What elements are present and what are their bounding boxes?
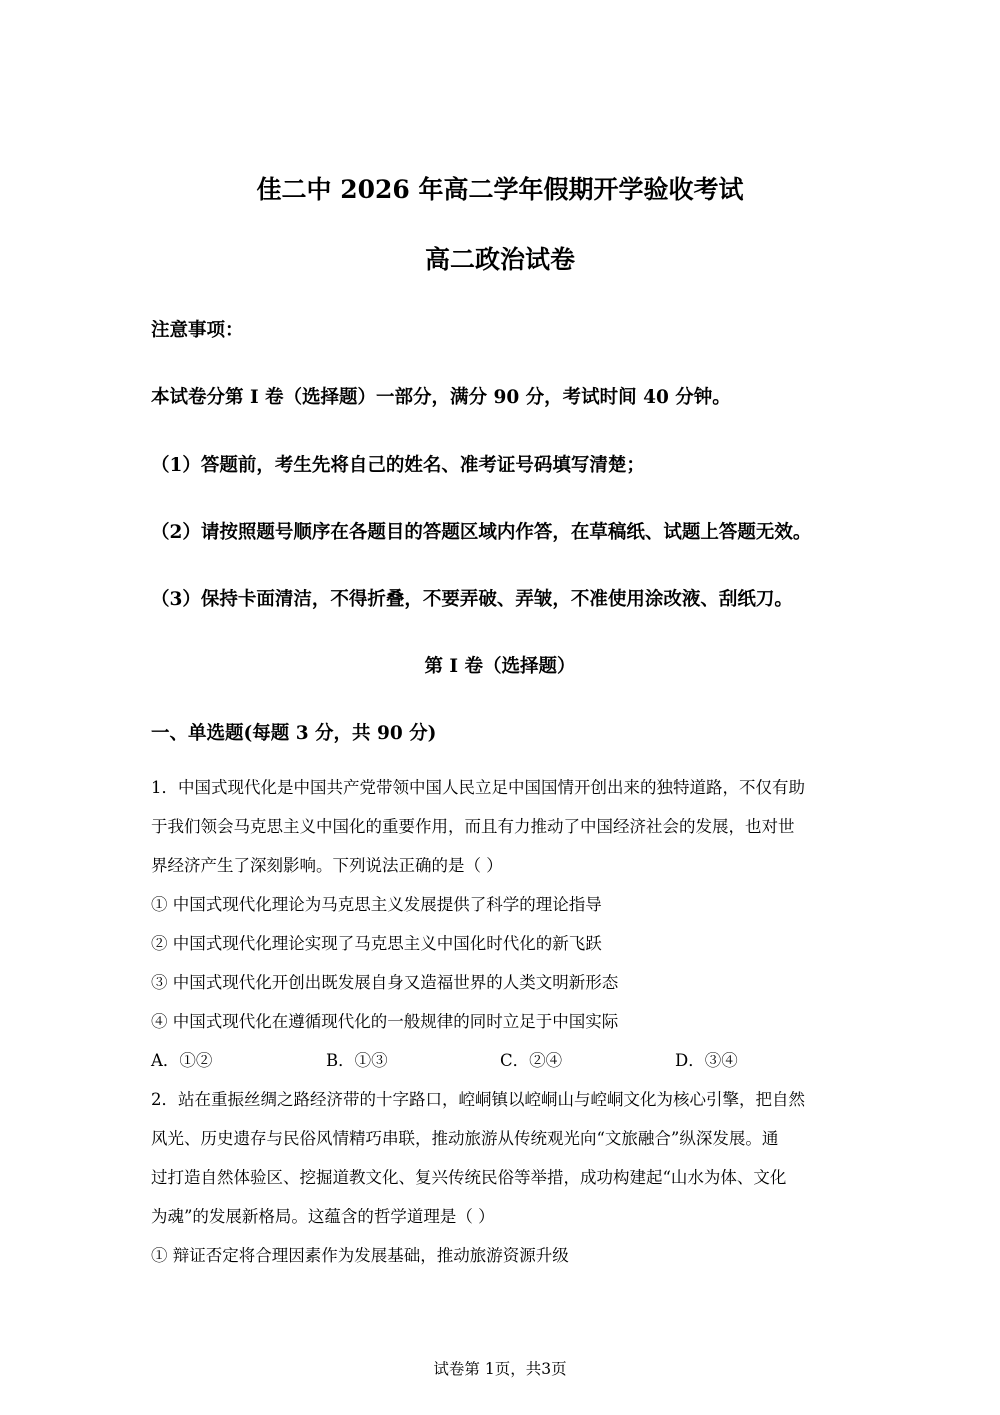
notice-item-2: （2）请按照题号顺序在各题目的答题区域内作答，在草稿纸、试题上答题无效。 (151, 522, 812, 543)
section-title: 第 I 卷（选择题） (424, 656, 576, 677)
question-statement: ① 辩证否定将合理因素作为发展基础，推动旅游资源升级 (151, 1246, 569, 1265)
option-b: B．①③ (326, 1051, 388, 1070)
option-a: A．①② (151, 1051, 213, 1070)
question-statement: ② 中国式现代化理论实现了马克思主义中国化时代化的新飞跃 (151, 934, 602, 953)
option-c: C．②④ (500, 1051, 563, 1070)
question-stem-line: 风光、历史遗存与民俗风情精巧串联，推动旅游从传统观光向“文旅融合”纵深发展。通 (151, 1129, 779, 1148)
question-stem-line: 于我们领会马克思主义中国化的重要作用，而且有力推动了中国经济社会的发展，也对世 (151, 817, 795, 836)
notice-intro: 本试卷分第 I 卷（选择题）一部分，满分 90 分，考试时间 40 分钟。 (151, 387, 731, 408)
question-stem-line: 1．中国式现代化是中国共产党带领中国人民立足中国国情开创出来的独特道路，不仅有助 (151, 778, 805, 797)
notice-item-1: （1）答题前，考生先将自己的姓名、准考证号码填写清楚； (151, 455, 645, 476)
page-footer: 试卷第 1页，共3页 (433, 1360, 567, 1378)
notice-heading: 注意事项： (151, 320, 244, 341)
question-stem-line: 过打造自然体验区、挖掘道教文化、复兴传统民俗等举措，成功构建起“山水为体、文化 (151, 1168, 787, 1187)
question-statement: ④ 中国式现代化在遵循现代化的一般规律的同时立足于中国实际 (151, 1012, 619, 1031)
option-d: D．③④ (675, 1051, 738, 1070)
part-heading: 一、单选题(每题 3 分，共 90 分) (151, 723, 437, 744)
question-statement: ③ 中国式现代化开创出既发展自身又造福世界的人类文明新形态 (151, 973, 619, 992)
exam-subtitle: 高二政治试卷 (424, 245, 575, 274)
question-statement: ① 中国式现代化理论为马克思主义发展提供了科学的理论指导 (151, 895, 602, 914)
exam-title: 佳二中 2026 年高二学年假期开学验收考试 (256, 175, 744, 204)
question-stem-line: 2．站在重振丝绸之路经济带的十字路口，崆峒镇以崆峒山与崆峒文化为核心引擎，把自然 (151, 1090, 805, 1109)
notice-item-3: （3）保持卡面清洁，不得折叠，不要弄破、弄皱，不准使用涂改液、刮纸刀。 (151, 589, 793, 610)
question-stem-line: 为魂”的发展新格局。这蕴含的哲学道理是（ ） (151, 1207, 495, 1226)
question-stem-line: 界经济产生了深刻影响。下列说法正确的是（ ） (151, 856, 503, 875)
